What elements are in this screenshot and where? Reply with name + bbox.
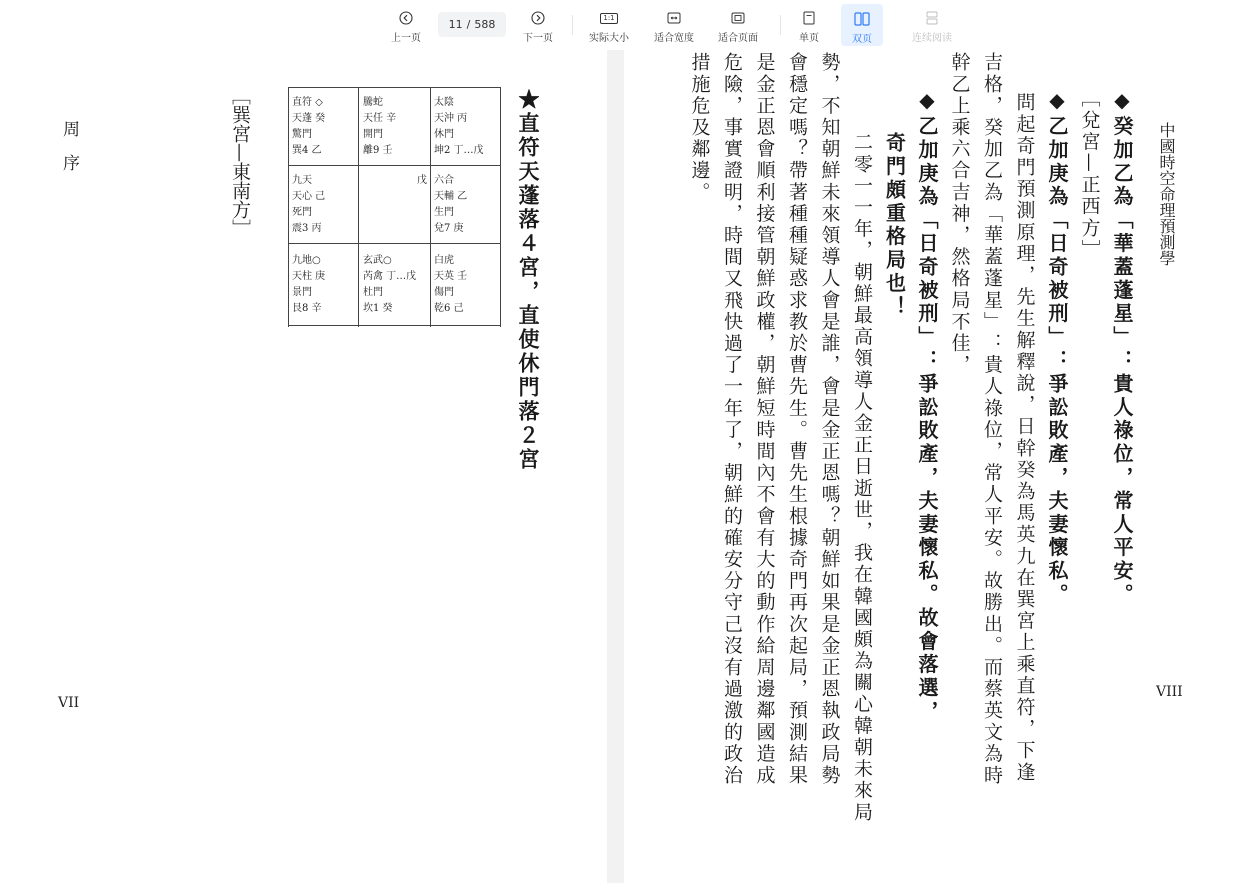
grid-cell-kun [431, 95, 501, 165]
next-page-label: 下一页 [523, 33, 553, 44]
preface-char-1: 周 [59, 120, 79, 154]
grid-cell-line: 艮8 辛 [292, 303, 322, 314]
grid-cell-line: 玄武○ [363, 255, 392, 266]
fit-width-button[interactable] [650, 6, 698, 44]
continuous-reading-icon [924, 10, 940, 26]
grid-cell-line: 白虎 [434, 255, 454, 266]
double-page-icon [854, 11, 870, 27]
text-column: ◆乙加庚為「日奇被刑」：爭訟敗產，夫妻懷私。 [1045, 88, 1069, 607]
grid-cell-xun [289, 95, 359, 165]
page-number-left: VII [58, 695, 80, 711]
page-separator: / [466, 18, 471, 31]
toolbar-divider [572, 15, 573, 35]
grid-cell-line: 天任 辛 [363, 113, 397, 124]
running-head: 中國時空命理預測學 [1157, 122, 1176, 266]
continuous-reading-label: 连续阅读 [912, 33, 952, 44]
grid-cell-zhen [289, 173, 359, 243]
actual-size-button[interactable] [584, 6, 634, 44]
single-page-label: 单页 [799, 33, 819, 44]
grid-cell-line: 巽4 乙 [292, 145, 322, 156]
grid-cell-line: 坤2 丁…戊 [434, 145, 484, 156]
preface-heading [60, 120, 77, 188]
prev-page-button[interactable] [386, 6, 426, 44]
left-page [0, 50, 607, 883]
grid-cell-line: 兌7 庚 [434, 223, 464, 234]
grid-cell-line: 乾6 己 [434, 303, 464, 314]
fit-width-icon [666, 10, 682, 26]
text-column: 吉格，癸加乙為「華蓋蓬星」：貴人祿位，常人平安。故勝出。而蔡英文為時 [981, 52, 1003, 787]
grid-cell-line: 開門 [363, 129, 383, 140]
actual-size-icon-text: 1:1 [600, 13, 617, 24]
grid-cell-line: 震3 丙 [292, 223, 322, 234]
grid-cell-li [360, 95, 430, 165]
text-column: ◆乙加庚為「日奇被刑」：爭訟敗產，夫妻懷私。故會落選， [915, 88, 939, 724]
next-page-button[interactable] [518, 6, 558, 44]
prev-page-label: 上一页 [391, 33, 421, 44]
text-column: 問起奇門預測原理，先生解釋說，日幹癸為馬英九在巽宮上乘直符，下逢 [1013, 92, 1036, 784]
grid-cell-line: 天蓬 癸 [292, 113, 326, 124]
fit-page-icon [730, 10, 746, 26]
page-gutter [607, 50, 624, 883]
actual-size-icon [601, 10, 617, 26]
chevron-left-circle-icon [398, 10, 414, 26]
continuous-reading-button[interactable] [906, 6, 958, 44]
grid-cell-line: 九天 [292, 175, 312, 186]
grid-cell-qian [431, 253, 501, 323]
toolbar-divider [780, 15, 781, 35]
double-page-button[interactable] [841, 4, 883, 46]
text-column: 幹乙上乘六合吉神，然格局不佳， [948, 52, 971, 376]
text-column: 二零一一年，朝鮮最高領導人金正日逝世，我在韓國頗為關心韓朝未來局 [851, 132, 873, 824]
grid-cell-line: 直符 ◇ [292, 97, 323, 108]
grid-cell-center [360, 173, 430, 243]
fit-width-label: 适合宽度 [654, 33, 694, 44]
grid-cell-line: 景門 [292, 287, 312, 298]
grid-cell-line: 傷門 [434, 287, 454, 298]
fit-page-label: 适合页面 [718, 33, 758, 44]
grid-cell-line: 天英 壬 [434, 271, 468, 282]
grid-cell-line: 天心 己 [292, 191, 326, 202]
grid-cell-line: 天沖 丙 [434, 113, 468, 124]
text-column: 勢，不知朝鮮未來領導人會是誰，會是金正恩嗎？朝鮮如果是金正恩執政局勢 [818, 52, 841, 787]
double-page-label: 双页 [852, 34, 872, 45]
page-indicator[interactable] [438, 12, 506, 37]
grid-cell-line: 戊 [417, 175, 427, 186]
grid-cell-line: 杜門 [363, 287, 383, 298]
current-page-number[interactable]: 11 [448, 18, 463, 31]
grid-cell-line: 騰蛇 [363, 97, 383, 108]
single-page-button[interactable] [792, 6, 826, 44]
chevron-right-circle-icon [530, 10, 546, 26]
text-column: 是金正恩會順利接管朝鮮政權，朝鮮短時間內不會有大的動作給周邊鄰國造成 [753, 52, 776, 787]
grid-cell-kan [360, 253, 430, 323]
text-column: ◆癸加乙為「華蓋蓬星」：貴人祿位，常人平安。 [1110, 88, 1134, 607]
single-page-icon [801, 10, 817, 26]
grid-cell-line: 休門 [434, 129, 454, 140]
grid-cell-line: 天輔 乙 [434, 191, 468, 202]
grid-cell-line: 離9 壬 [363, 145, 393, 156]
reader-toolbar [0, 0, 1238, 50]
text-column: 措施危及鄰邊。 [688, 52, 711, 204]
text-column: 奇門頗重格局也！ [882, 132, 907, 320]
qimen-palace-grid [288, 87, 501, 327]
grid-cell-line: 死門 [292, 207, 312, 218]
grid-cell-line: 驚門 [292, 129, 312, 140]
grid-cell-line: 芮禽 丁…戊 [363, 271, 417, 282]
grid-cell-line: 坎1 癸 [363, 303, 393, 314]
chart-title: ★直符天蓬落４宮，直使休門落２宮 [516, 88, 541, 472]
actual-size-label: 实际大小 [589, 33, 629, 44]
grid-cell-line: 天柱 庚 [292, 271, 326, 282]
total-page-count: 588 [474, 18, 496, 31]
grid-cell-gen [289, 253, 359, 323]
grid-cell-line: 九地○ [292, 255, 321, 266]
palace-label: ［巽宮—東南方］ [229, 86, 251, 238]
text-column: 危險，事實證明，時間又飛快過了一年了，朝鮮的確安分守己沒有過激的政治 [721, 52, 743, 787]
page-number-right: VIII [1156, 684, 1183, 700]
text-column: 會穩定嗎？帶著種種疑惑求教於曹先生。曹先生根據奇門再次起局，預測結果 [786, 52, 808, 787]
grid-cell-line: 六合 [434, 175, 454, 186]
fit-page-button[interactable] [714, 6, 762, 44]
right-page [624, 50, 1238, 883]
preface-char-2: 序 [59, 154, 79, 188]
text-column: ［兌宮—正西方］ [1078, 88, 1101, 261]
grid-cell-dui [431, 173, 501, 243]
grid-cell-line: 生門 [434, 207, 454, 218]
grid-cell-line: 太陰 [434, 97, 454, 108]
